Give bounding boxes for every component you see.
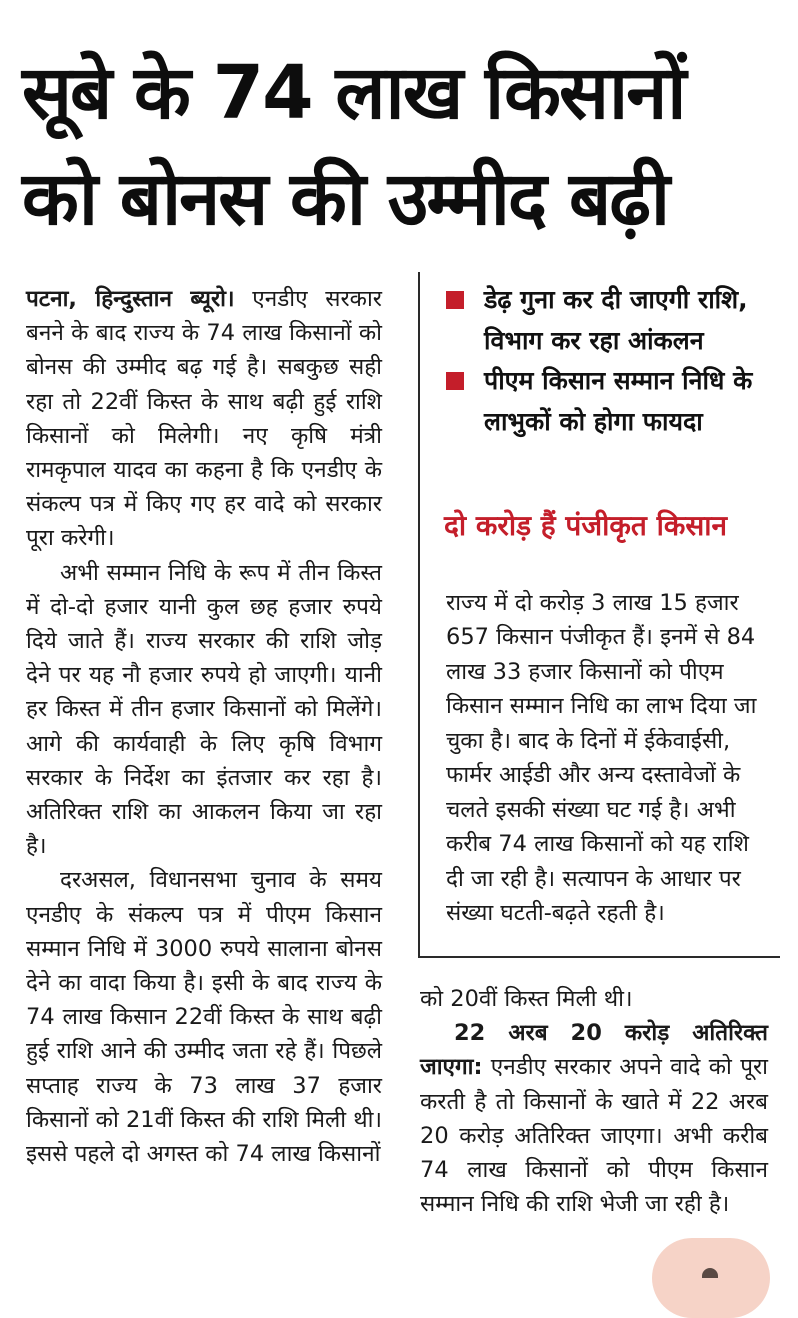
right-column xyxy=(420,982,768,1221)
continuation-text: को 20वीं किस्त मिली थी। xyxy=(420,986,633,1012)
paragraph-lead-in: 22 अरब 20 करोड़ अतिरिक्त जाएगा: xyxy=(420,1020,768,1081)
red-square-bullet-icon xyxy=(446,291,464,309)
paragraph-4-text: एनडीए सरकार अपने वादे को पूरा करती है तो किसानों के खाते में 22 अरब 20 करोड़ अतिरिक्त जाएगा। अभी करीब 74 लाख किसानों को पीएम किसान सम्मान निधि की राशि भेजी जा रही है। xyxy=(420,1054,768,1218)
highlight-bullet-1 xyxy=(446,280,780,361)
dateline: पटना, हिन्दुस्तान ब्यूरो। xyxy=(26,286,235,312)
article-paragraph-4 xyxy=(420,1016,768,1221)
highlight-bullet-2-text: पीएम किसान सम्मान निधि के लाभुकों को होगा फायदा xyxy=(484,366,753,436)
paragraph-1-text: एनडीए सरकार बनने के बाद राज्य के 74 लाख किसानों को बोनस की उम्मीद बढ़ गई है। सबकुछ सही रहा तो 22वीं किस्त के साथ बढ़ी हुई राशि किसानों को मिलेगी। नए कृषि मंत्री रामकृपाल यादव का कहना है कि एनडीए के संकल्प पत्र में किए गए हर वादे को सरकार पूरा करेगी। xyxy=(26,286,382,552)
box-subheading: दो करोड़ हैं पंजीकृत किसान xyxy=(444,509,728,542)
highlight-bullet-2 xyxy=(446,361,780,442)
headline-line-2: को बोनस की उम्मीद बढ़ी xyxy=(22,156,669,242)
highlight-bullet-1-text: डेढ़ गुना कर दी जाएगी राशि, विभाग कर रहा आंकलन xyxy=(484,285,748,355)
article-paragraph-1 xyxy=(26,282,382,556)
red-square-bullet-icon xyxy=(446,372,464,390)
corner-badge xyxy=(652,1238,770,1318)
badge-mark-icon xyxy=(702,1268,718,1278)
headline-line-1: सूबे के 74 लाख किसानों xyxy=(22,50,685,136)
left-column xyxy=(26,282,382,1171)
box-body-text: राज्य में दो करोड़ 3 लाख 15 हजार 657 किसान पंजीकृत हैं। इनमें से 84 लाख 33 हजार किसानों को पीएम किसान सम्मान निधि का लाभ दिया जा चुका है। बाद के दिनों में ईकेवाईसी, फार्मर आईडी और अन्य दस्तावेजों के चलते इसकी संख्या घट गई है। अभी करीब 74 लाख किसानों को यह राशि दी जा रही है। सत्यापन के आधार पर संख्या घटती-बढ़ते रहती है। xyxy=(446,589,757,926)
headline xyxy=(22,40,782,252)
article-paragraph-2: अभी सम्मान निधि के रूप में तीन किस्त में दो-दो हजार यानी कुल छह हजार रुपये दिये जाते हैं। राज्य सरकार की राशि जोड़ देने पर यह नौ हजार रुपये हो जाएगी। यानी हर किस्त में तीन हजार किसानों को मिलेंगे। आगे की कार्यवाही के लिए कृषि विभाग सरकार के निर्देश का इंतजार कर रहा है। अतिरिक्त राशि का आकलन किया जा रहा है। xyxy=(26,559,382,860)
article-paragraph-3: दरअसल, विधानसभा चुनाव के समय एनडीए के संकल्प पत्र में पीएम किसान सम्मान निधि में 3000 रुपये सालाना बोनस देने का वादा किया है। इसी के बाद राज्य के 74 लाख किसान 22वीं किस्त के साथ बढ़ी हुई राशि आने की उम्मीद जता रहे हैं। पिछले सप्ताह राज्य के 73 लाख 37 हजार किसानों को 21वीं किस्त की राशि मिली थी। इससे पहले दो अगस्त को 74 लाख किसानों xyxy=(26,867,382,1168)
highlight-bullets xyxy=(446,280,780,442)
